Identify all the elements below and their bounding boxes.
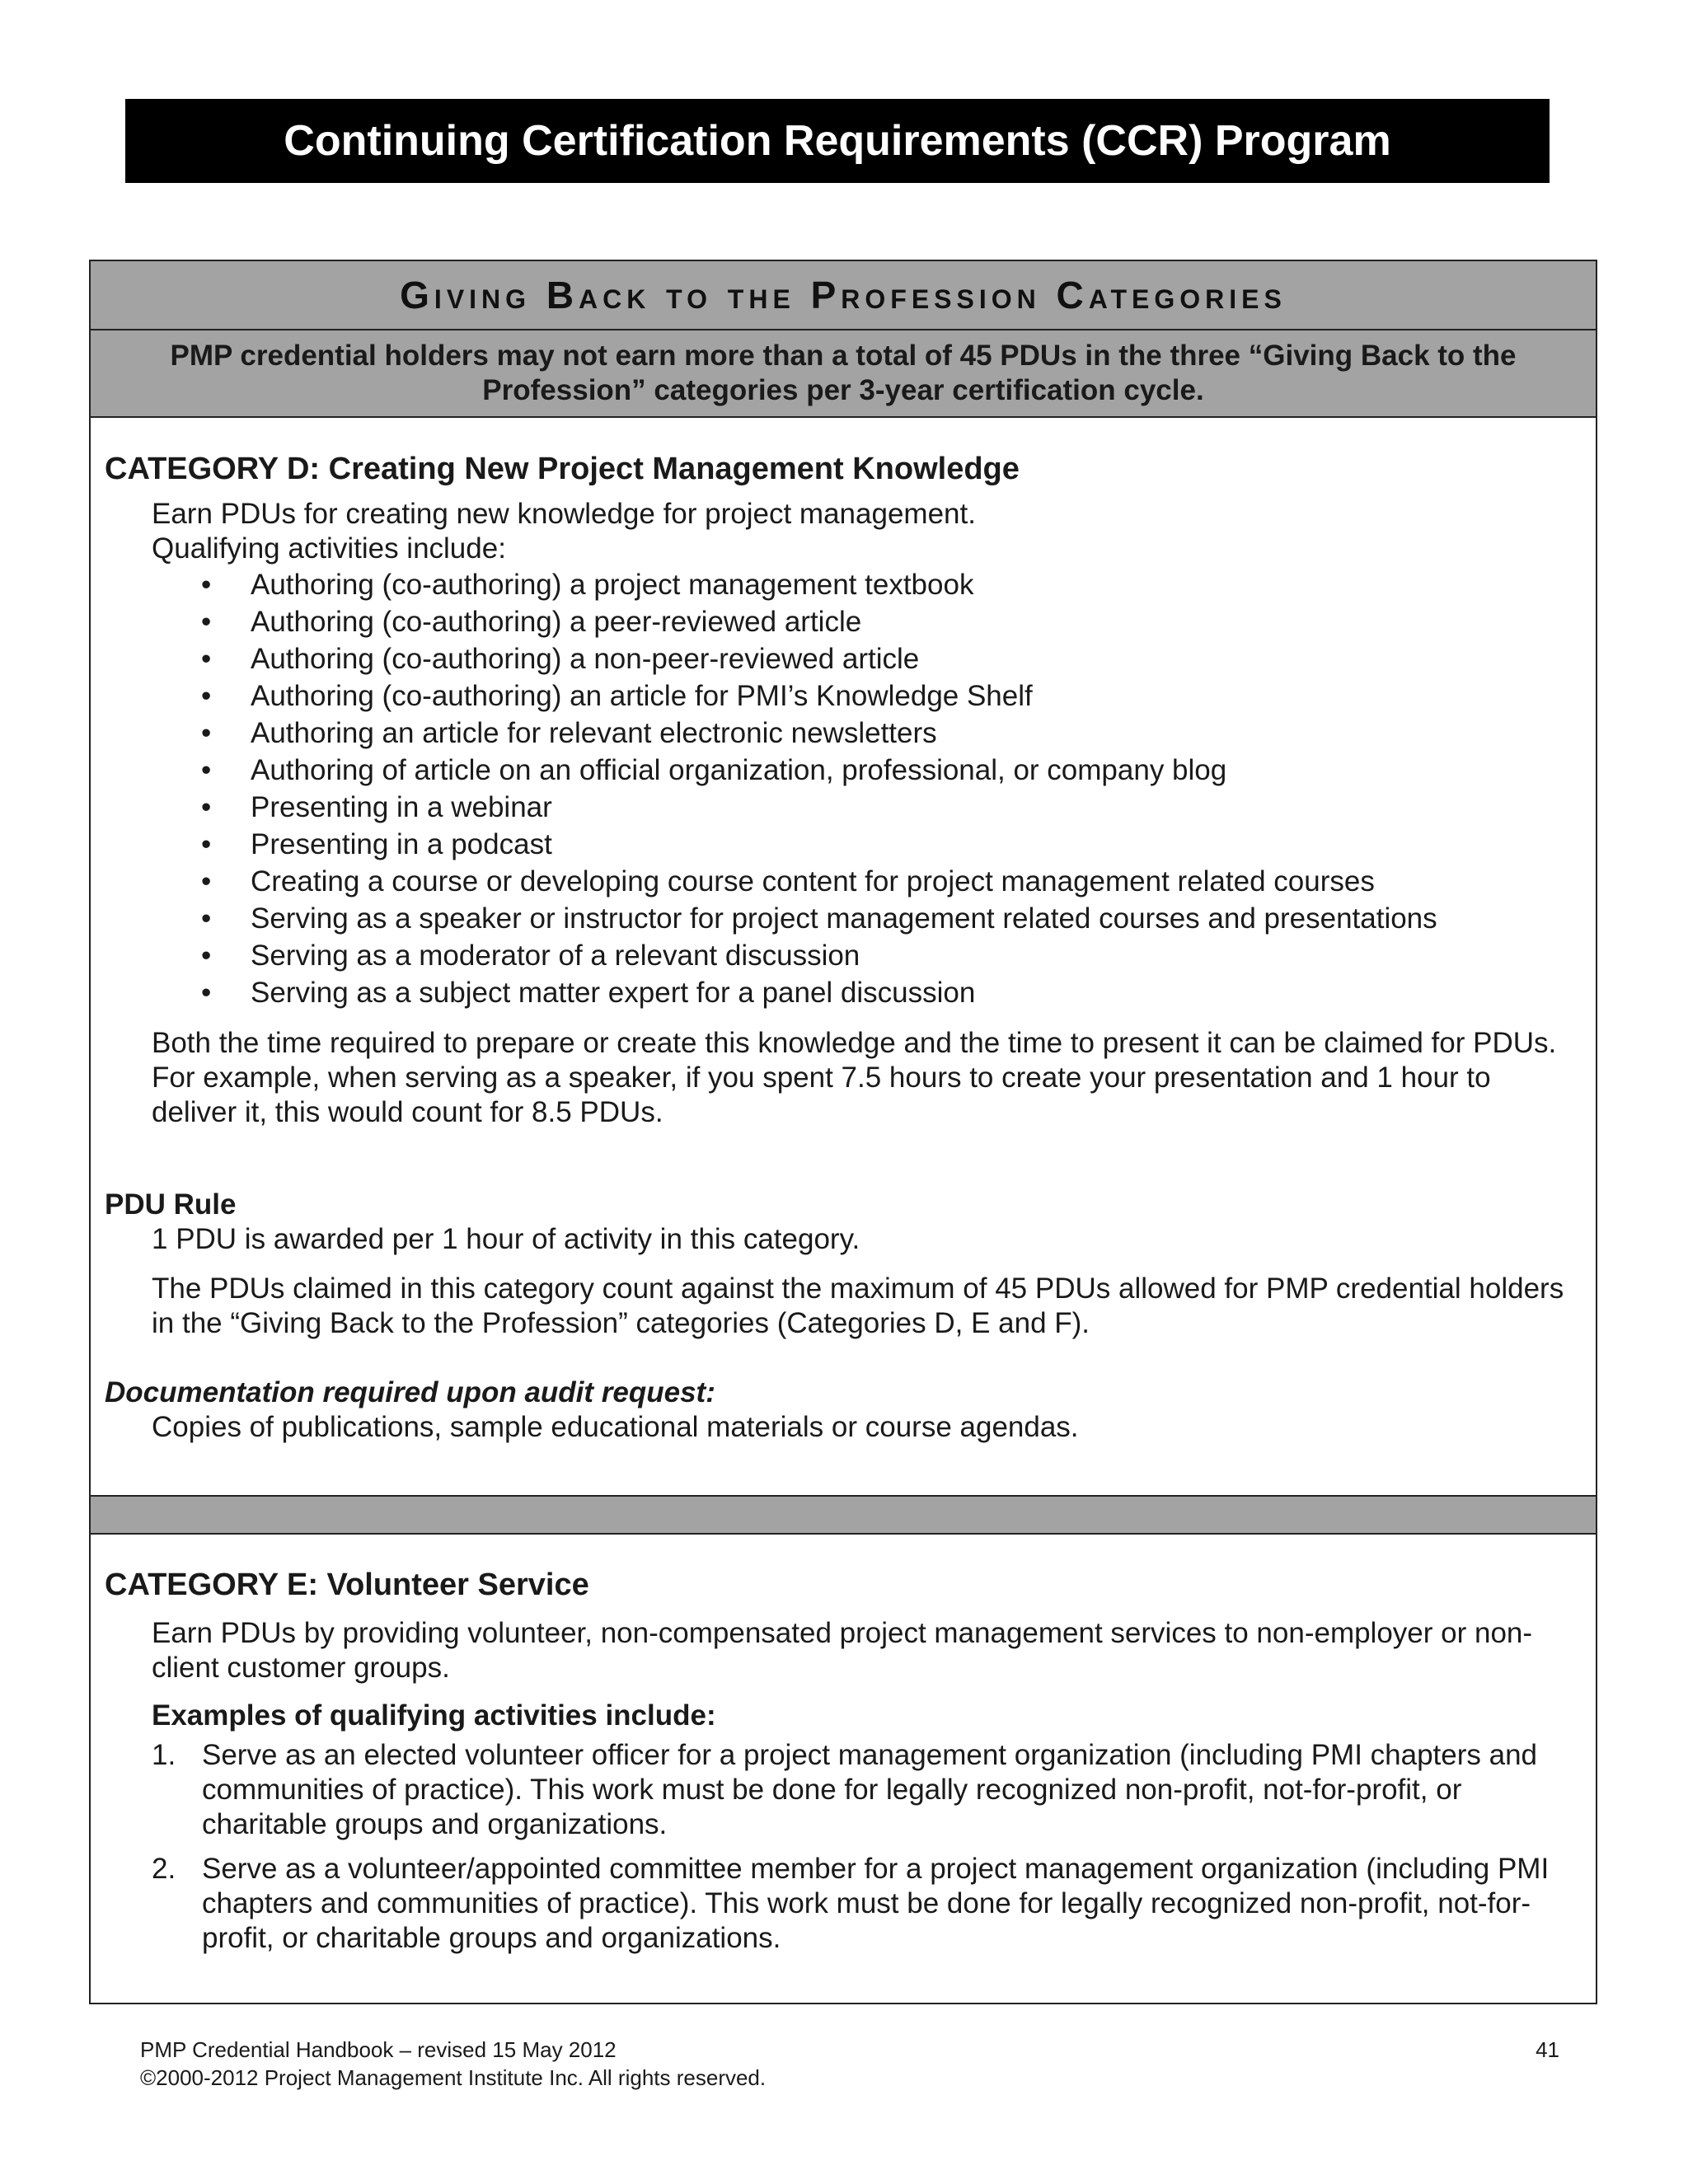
bullet-icon: • xyxy=(201,606,212,638)
page-footer xyxy=(140,2036,1559,2092)
list-item xyxy=(152,677,1580,715)
list-item xyxy=(152,863,1580,900)
pdu-rule-heading: PDU Rule xyxy=(105,1188,237,1221)
page-title-bar xyxy=(125,99,1550,183)
bullet-icon: • xyxy=(201,717,212,749)
bullet-icon: • xyxy=(201,643,212,675)
list-item xyxy=(152,715,1580,752)
bullet-icon: • xyxy=(201,754,212,786)
category-e-heading: CATEGORY E: Volunteer Service xyxy=(105,1568,589,1602)
list-item-number: 1. xyxy=(152,1739,176,1771)
bullet-icon: • xyxy=(201,902,212,935)
list-item xyxy=(152,974,1580,1011)
list-item xyxy=(152,1852,1580,1956)
bullet-icon: • xyxy=(201,977,212,1009)
list-item-text: Authoring (co-authoring) a peer-reviewed article xyxy=(251,606,862,638)
bullet-icon: • xyxy=(201,865,212,898)
list-item-text: Presenting in a webinar xyxy=(251,791,552,823)
bullet-icon: • xyxy=(201,828,212,860)
examples-list xyxy=(152,1738,1580,1956)
list-item-text: Serve as a volunteer/appointed committee member for a project management organization (including PMI chapters and communities of practice). This work must be done for legally recognized non-profit, not-for-profit, or charitable groups and organizations. xyxy=(202,1853,1550,1954)
bullet-icon: • xyxy=(201,791,212,823)
list-item-text: Authoring of article on an official organization, professional, or company blog xyxy=(251,754,1227,786)
qualifying-activities-list xyxy=(152,566,1580,1011)
footer-copyright: ©2000-2012 Project Management Institute Inc. All rights reserved. xyxy=(140,2065,767,2090)
documentation-heading: Documentation required upon audit request: xyxy=(105,1376,715,1408)
pdu-rule-text: 1 PDU is awarded per 1 hour of activity in this category. xyxy=(152,1223,860,1255)
time-claim-note: Both the time required to prepare or create this knowledge and the time to present it can be claimed for PDUs. For example, when serving as a speaker, if you spent 7.5 hours to create your presentation and 1 hour to deliver it, this would count for 8.5 PDUs. xyxy=(152,1027,1557,1128)
list-item-text: Serving as a subject matter expert for a panel discussion xyxy=(251,977,976,1009)
list-item xyxy=(152,826,1580,863)
list-item xyxy=(152,640,1580,677)
list-item xyxy=(152,1738,1580,1842)
examples-heading: Examples of qualifying activities include: xyxy=(152,1699,716,1732)
category-d-intro: Earn PDUs for creating new knowledge for project management. xyxy=(152,498,976,530)
page-number: 41 xyxy=(1536,2037,1559,2062)
list-item xyxy=(152,789,1580,826)
list-item xyxy=(152,937,1580,974)
list-item-text: Serving as a speaker or instructor for project management related courses and presentations xyxy=(251,902,1437,935)
list-item-text: Creating a course or developing course content for project management related courses xyxy=(251,865,1375,898)
list-item-number: 2. xyxy=(152,1853,176,1885)
pdu-limit-notice: PMP credential holders may not earn more than a total of 45 PDUs in the three “Giving Back to the Profession” categories per 3-year certification cycle. xyxy=(91,330,1596,418)
documentation-text: Copies of publications, sample educational materials or course agendas. xyxy=(152,1411,1079,1443)
category-d-heading: CATEGORY D: Creating New Project Management Knowledge xyxy=(105,452,1020,486)
list-item xyxy=(152,752,1580,789)
list-item-text: Presenting in a podcast xyxy=(251,828,552,860)
bullet-icon: • xyxy=(201,569,212,601)
list-item-text: Authoring an article for relevant electronic newsletters xyxy=(251,717,937,749)
list-item-text: Authoring (co-authoring) a non-peer-reviewed article xyxy=(251,643,920,675)
section-heading: Giving Back to the Profession Categories xyxy=(91,261,1596,330)
list-item-text: Serving as a moderator of a relevant discussion xyxy=(251,940,860,972)
category-e-intro: Earn PDUs by providing volunteer, non-compensated project management services to non-employer or non-client customer groups. xyxy=(152,1617,1533,1684)
footer-revision: PMP Credential Handbook – revised 15 May 2012 xyxy=(140,2037,617,2062)
category-d-intro-list-label: Qualifying activities include: xyxy=(152,532,506,565)
list-item xyxy=(152,603,1580,640)
category-e-section xyxy=(105,1565,1580,1966)
list-item xyxy=(152,900,1580,937)
list-item-text: Authoring (co-authoring) an article for PMI’s Knowledge Shelf xyxy=(251,680,1033,712)
list-item-text: Authoring (co-authoring) a project management textbook xyxy=(251,569,974,601)
content-box xyxy=(89,260,1597,2004)
bullet-icon: • xyxy=(201,940,212,972)
pdu-rule-limit-text: The PDUs claimed in this category count against the maximum of 45 PDUs allowed for PMP credential holders in the “Giving Back to the Profession” categories (Categories D, E and F). xyxy=(152,1272,1564,1339)
category-d-section xyxy=(105,449,1580,1445)
bullet-icon: • xyxy=(201,680,212,712)
list-item xyxy=(152,566,1580,603)
list-item-text: Serve as an elected volunteer officer for a project management organization (including PMI chapters and communities of practice). This work must be done for legally recognized non-profit, not-for-profit, or charitable groups and organizations. xyxy=(202,1739,1537,1840)
section-divider xyxy=(91,1495,1596,1535)
page-title: Continuing Certification Requirements (CCR) Program xyxy=(284,117,1391,165)
